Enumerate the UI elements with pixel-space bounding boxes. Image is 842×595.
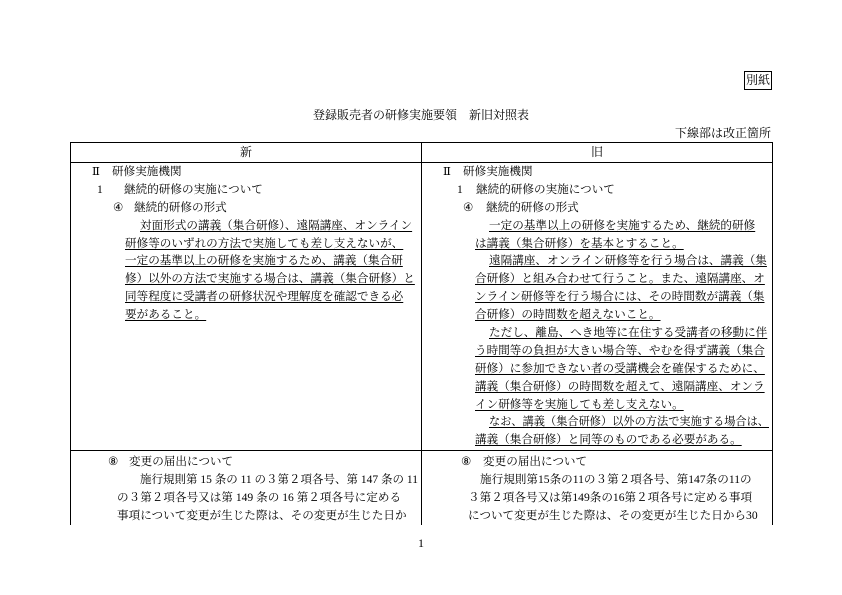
- subitem-heading: [71, 199, 421, 217]
- new-text-cell: [71, 451, 421, 525]
- new-text-cell: [71, 163, 421, 450]
- section-label: 研修実施機関: [112, 165, 182, 178]
- paragraph-line: [71, 288, 421, 306]
- paragraph-text: 一定の基準以上の研修を実施するため、継続的研修: [489, 218, 756, 232]
- paragraph-text: 講義（集合研修）の時間数を超えて、遠隔講座、オンラ: [475, 379, 765, 393]
- paragraph-text: イン研修等を実施しても差し支えない。: [475, 397, 684, 411]
- paragraph-line: [422, 413, 772, 431]
- paragraph-line: [422, 252, 772, 270]
- change-notice-heading: [422, 453, 772, 471]
- paragraph-text: う時間等の負担が大きい場合等、やむを得ず講義（集合: [475, 343, 765, 357]
- paragraph-text: 一定の基準以上の研修を実施するため、講義（集合研: [125, 254, 403, 268]
- paragraph-line: [71, 489, 421, 507]
- paragraph-text: ３第２項各号又は第149条の16第２項各号に定める事項: [468, 491, 753, 504]
- paragraph-line: [71, 306, 421, 324]
- paragraph-text: なお、講義（集合研修）以外の方法で実施する場合は、: [489, 415, 769, 429]
- change-notice-number: ⑧: [461, 455, 472, 468]
- old-text-cell: [422, 451, 772, 525]
- change-notice-label: 変更の届出について: [483, 455, 588, 468]
- paragraph-line: [422, 288, 772, 306]
- change-notice-label: 変更の届出について: [129, 455, 234, 468]
- paragraph-text: 研修）に参加できない者の受講機会を確保するために、: [475, 361, 765, 375]
- paragraph-text: 施行規則第15条の11の３第２項各号、第147条の11の: [480, 473, 752, 486]
- paragraph-line: [422, 270, 772, 288]
- subitem-number: ④: [463, 200, 474, 214]
- item-label: 継続的研修の実施について: [476, 182, 615, 196]
- paragraph-text: 合研修）と組み合わせて行うこと。また、遠隔講座、オ: [475, 272, 765, 286]
- item-heading: [422, 181, 772, 199]
- paragraph-text: 合研修）の時間数を超えないこと。: [475, 308, 661, 322]
- paragraph-text: 遠隔講座、オンライン研修等を行う場合は、講義（集: [489, 254, 767, 268]
- paragraph-line: [422, 324, 772, 342]
- change-notice-heading: [71, 453, 421, 471]
- column-header-old: 旧: [590, 145, 603, 159]
- paragraph-text: 施行規則第 15 条の 11 の３第２項各号、第 147 条の 11: [140, 473, 418, 486]
- paragraph-line: [422, 235, 772, 253]
- item-number: 1: [457, 182, 463, 196]
- change-notice-number: ⑧: [108, 455, 119, 468]
- paragraph-line: [71, 270, 421, 288]
- paragraph-line: [71, 252, 421, 270]
- paragraph-line: [422, 378, 772, 396]
- column-header-new: 新: [239, 145, 252, 159]
- paragraph-text: 対面形式の講義（集合研修）、遠隔講座、オンライン: [140, 218, 413, 232]
- paragraph-text: は講義（集合研修）を基本とすること。: [475, 236, 684, 250]
- paragraph-text: について変更が生じた際は、その変更が生じた日から30: [468, 509, 758, 522]
- revision-note: 下線部は改正箇所: [674, 126, 771, 140]
- section-number: Ⅱ: [92, 165, 100, 178]
- paragraph-text: 要があること。: [125, 308, 207, 322]
- paragraph-text: 研修等のいずれの方法で実施しても差し支えないが、: [125, 236, 404, 250]
- section-heading: [71, 163, 421, 181]
- paragraph-line: [422, 360, 772, 378]
- paragraph-line: [422, 306, 772, 324]
- paragraph-text: 同等程度に受講者の研修状況や理解度を確認できる必: [125, 290, 404, 304]
- item-number: 1: [97, 182, 103, 196]
- paragraph-line: [422, 217, 772, 235]
- page-number: 1: [418, 536, 424, 550]
- paragraph-text: ただし、離島、へき地等に在住する受講者の移動に伴: [489, 326, 768, 340]
- section-number: Ⅱ: [443, 165, 451, 178]
- document-title: 登録販売者の研修実施要領 新旧対照表: [312, 108, 529, 122]
- paragraph-line: [71, 235, 421, 253]
- section-heading: [422, 163, 772, 181]
- paragraph-line: [71, 471, 421, 489]
- item-heading: [71, 181, 421, 199]
- paragraph-line: [71, 507, 421, 525]
- comparison-table: [70, 142, 773, 525]
- annex-label: 別紙: [744, 71, 772, 90]
- paragraph-line: [422, 431, 772, 449]
- section-label: 研修実施機関: [463, 165, 533, 178]
- paragraph-text: 事項について変更が生じた際は、その変更が生じた日か: [117, 509, 407, 522]
- paragraph-line: [422, 396, 772, 414]
- subitem-label: 継続的研修の形式: [486, 200, 579, 214]
- paragraph-text: ンライン研修等を行う場合には、その時間数が講義（集: [475, 290, 765, 304]
- paragraph-text: の３第２項各号又は第 149 条の 16 第２項各号に定める: [117, 491, 402, 504]
- subitem-number: ④: [113, 200, 124, 214]
- paragraph-line: [422, 489, 772, 507]
- paragraph-line: [422, 342, 772, 360]
- paragraph-line: [422, 507, 772, 525]
- paragraph-text: 修）以外の方法で実施する場合は、講義（集合研修）と: [125, 272, 415, 286]
- paragraph-line: [71, 217, 421, 235]
- paragraph-text: 講義（集合研修）と同等のものである必要がある。: [475, 433, 742, 447]
- paragraph-line: [422, 471, 772, 489]
- old-text-cell: [422, 163, 772, 450]
- subitem-heading: [422, 199, 772, 217]
- item-label: 継続的研修の実施について: [124, 182, 263, 196]
- subitem-label: 継続的研修の形式: [134, 200, 227, 214]
